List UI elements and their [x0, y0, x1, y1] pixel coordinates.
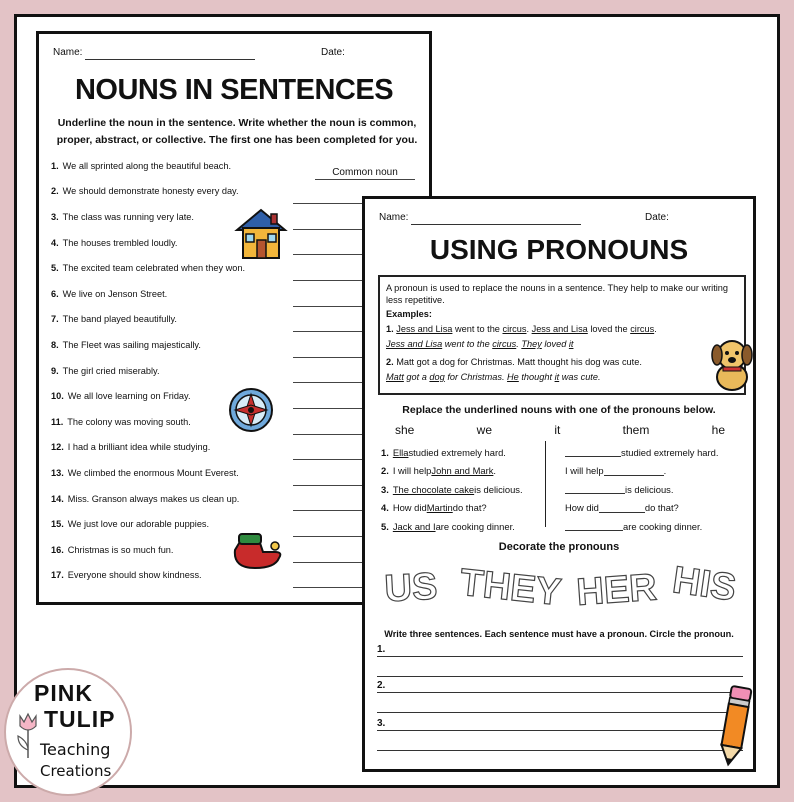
- date-label: Date:: [321, 47, 345, 58]
- replace-instructions: Replace the underlined nouns with one of the pronouns below.: [402, 404, 716, 416]
- sentence-item: 12. I had a brilliant idea while studying.: [51, 442, 211, 453]
- outline-pronouns: [381, 556, 741, 616]
- pronoun-word: them: [622, 423, 650, 437]
- worksheet-title: USING PRONOUNS: [429, 234, 689, 265]
- sentence-item: 6. We live on Jenson Street.: [51, 288, 168, 299]
- pronoun-word: she: [395, 423, 415, 437]
- example-1: 1. Jess and Lisa went to the circus. Jess and Lisa loved the circus.: [386, 324, 657, 334]
- sentence-item: 16. Christmas is so much fun.: [51, 544, 174, 555]
- pink-tulip-logo: [4, 668, 132, 796]
- pronoun-word: we: [476, 423, 493, 437]
- example-answer: Common noun: [315, 167, 415, 180]
- answer-item: How did do that?: [565, 502, 679, 514]
- outline-word: US: [383, 565, 439, 611]
- example-2: 2. Matt got a dog for Christmas. Matt thought his dog was cute.: [386, 357, 642, 367]
- sentence-item: 5. The excited team celebrated when they won.: [51, 263, 245, 274]
- writing-line: [377, 663, 743, 677]
- sentence-item: 15. We just love our adorable puppies.: [51, 519, 210, 530]
- name-label: Name:: [379, 212, 409, 223]
- answer-item: studied extremely hard.: [565, 443, 745, 462]
- decorate-heading: Decorate the pronouns: [498, 541, 620, 553]
- sentence-item: 2. We should demonstrate honesty every day.: [51, 186, 239, 197]
- outline-word: THEY: [457, 561, 564, 615]
- writing-line: [377, 737, 743, 751]
- writing-line-2: 2.: [377, 679, 743, 693]
- name-label: Name:: [53, 47, 83, 58]
- answer-line[interactable]: [293, 153, 417, 179]
- sentence-item: 10. We all love learning on Friday.: [51, 391, 191, 402]
- question-item: 4. How did Martin do that?: [381, 502, 487, 514]
- outline-word: HER: [575, 566, 659, 615]
- logo-text: PINK: [34, 680, 93, 706]
- logo-text: TULIP: [44, 706, 116, 732]
- writing-line-1: 1.: [377, 643, 743, 657]
- question-list: [381, 443, 549, 536]
- instructions: Underline the noun in the sentence. Write whether the noun is common, proper, abstract, or collective. The first one has been completed for you.: [56, 117, 418, 146]
- pronoun-bank: [395, 423, 725, 437]
- sentence-item: 9. The girl cried miserably.: [51, 365, 160, 376]
- compass-icon: [227, 386, 275, 434]
- write-instructions: Write three sentences. Each sentence must have a pronoun. Circle the pronoun.: [384, 629, 734, 639]
- question-item: 5. Jack and I are cooking dinner.: [381, 520, 515, 532]
- sentence-item: 4. The houses trembled loudly.: [51, 237, 178, 248]
- pencil-icon: [715, 683, 755, 769]
- logo-text: Teaching: [40, 740, 111, 759]
- pronouns-worksheet: [362, 196, 756, 772]
- answer-item: are cooking dinner.: [565, 517, 745, 536]
- sentence-item: 1. We all sprinted along the beautiful beach.: [51, 160, 232, 171]
- worksheet-title: NOUNS IN SENTENCES: [74, 74, 394, 106]
- answer-item: is delicious.: [565, 480, 745, 499]
- sentence-item: 14. Miss. Granson always makes us clean up.: [51, 493, 240, 504]
- question-item: 2. I will help John and Mark .: [381, 465, 497, 477]
- sentence-item: 11. The colony was moving south.: [51, 416, 191, 427]
- tulip-icon: [14, 710, 42, 760]
- examples-label: Examples:: [386, 309, 432, 319]
- pronoun-word: he: [711, 423, 725, 437]
- example-2-rewrite: Matt got a dog for Christmas. He thought it was cute.: [386, 372, 601, 382]
- sentence-item: 8. The Fleet was sailing majestically.: [51, 339, 201, 350]
- column-divider: [545, 441, 546, 527]
- name-line: [85, 59, 255, 60]
- example-1-rewrite: Jess and Lisa went to the circus. They loved it: [386, 339, 574, 349]
- sentence-item: 7. The band played beautifully.: [51, 314, 177, 325]
- writing-line: [377, 699, 743, 713]
- pronoun-word: it: [554, 423, 561, 437]
- question-item: 1. Ella studied extremely hard.: [381, 446, 506, 458]
- date-label: Date:: [645, 212, 669, 223]
- dog-icon: [709, 335, 755, 393]
- sentence-item: 3. The class was running very late.: [51, 211, 194, 222]
- name-line: [411, 224, 581, 225]
- examples-box: [378, 275, 746, 395]
- intro-text: A pronoun is used to replace the nouns in a sentence. They help to make our writing less repetitive.: [386, 283, 729, 305]
- writing-line-3: 3.: [377, 717, 743, 731]
- outline-word: HIS: [670, 559, 739, 610]
- answer-list: [565, 443, 745, 536]
- sentence-item: 17. Everyone should show kindness.: [51, 570, 202, 581]
- house-icon: [233, 206, 289, 262]
- answer-item: I will help .: [565, 465, 667, 477]
- question-item: 3. The chocolate cake is delicious.: [381, 483, 523, 495]
- sentence-item: 13. We climbed the enormous Mount Everest.: [51, 467, 239, 478]
- logo-text: Creations: [40, 762, 112, 780]
- elf-shoe-icon: [229, 530, 287, 572]
